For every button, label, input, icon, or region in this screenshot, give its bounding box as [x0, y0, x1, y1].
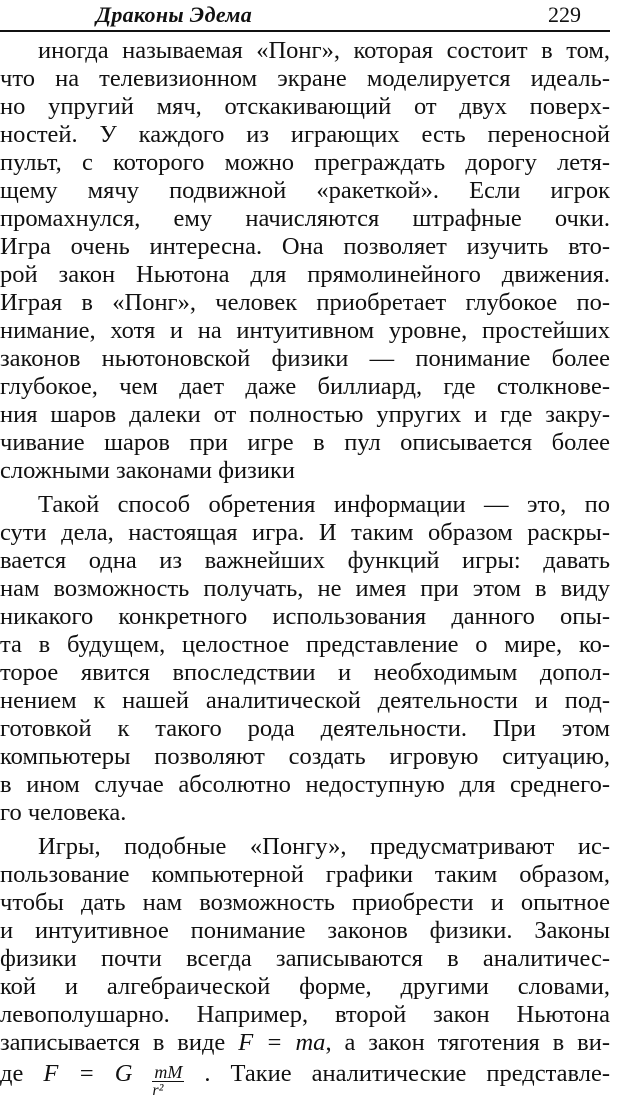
text-line: промахнулся, ему начисляются штрафные очки. [0, 205, 610, 232]
text-segment: . Такие аналитические представле- [184, 1060, 610, 1088]
body-text [0, 37, 610, 1097]
running-head [0, 0, 620, 30]
text-line: законов ньютоновской физики — понимание более [0, 345, 610, 372]
paragraph [0, 833, 610, 1097]
text-segment: де [0, 1060, 44, 1088]
text-line: та в будущем, целостное представление о мире, ко- [0, 631, 610, 658]
text-line: торое явится впоследствии и необходимым допол- [0, 659, 610, 686]
text-line: рой закон Ньютона для прямолинейного движения. [0, 261, 610, 288]
text-line: что на телевизионном экране моделируется идеаль- [0, 65, 610, 92]
text-line: вается одна из важнейших функций игры: давать [0, 547, 610, 574]
newton-second-law-formula: F = ma [238, 1029, 326, 1056]
text-line: левополушарно. Например, второй закон Ньютона [0, 1001, 610, 1028]
page-number: 229 [548, 2, 581, 27]
text-line: физики почти всегда записываются в аналитичес- [0, 945, 610, 972]
paragraph [0, 37, 610, 485]
text-line: ностей. У каждого из играющих есть переносной [0, 121, 610, 148]
text-line: чивание шаров при игре в пул описывается более [0, 429, 610, 456]
header-rule [0, 30, 610, 32]
text-line: го человека. [0, 799, 127, 826]
text-line: никакого конкретного использования данного опы- [0, 603, 610, 630]
text-line: Игра очень интересна. Она позволяет изучить вто- [0, 233, 610, 260]
paragraph [0, 491, 610, 827]
text-line: и интуитивное понимание законов физики. Законы [0, 917, 610, 944]
text-line: нимание, хотя и на интуитивном уровне, простейших [0, 317, 610, 344]
text-line: пользование компьютерной графики таким образом, [0, 861, 610, 888]
text-segment: записывается в виде [0, 1029, 239, 1056]
running-head-title: Драконы Эдема [96, 2, 253, 27]
text-line: готовкой к такого рода деятельности. При этом [0, 715, 610, 742]
text-line: но упругий мяч, отскакивающий от двух поверх- [0, 93, 610, 120]
gravitation-fraction [152, 1063, 184, 1097]
text-line: сути дела, настоящая игра. И таким образом раскры- [0, 519, 610, 546]
text-line [0, 1057, 610, 1097]
text-line: кой и алгебраической форме, другими словами, [0, 973, 610, 1000]
text-line: нением к нашей аналитической деятельности и под- [0, 687, 610, 714]
text-line [0, 1029, 610, 1057]
text-line: Игры, подобные «Понгу», предусматривают ис- [38, 833, 610, 860]
text-line: сложными законами физики [0, 457, 295, 484]
text-line: нам возможность получать, не имея при этом в виду [0, 575, 610, 602]
fraction-numerator: mM [154, 1062, 183, 1082]
text-line: в ином случае абсолютно недоступную для среднего- [0, 771, 610, 798]
text-line: иногда называемая «Понг», которая состоит в том, [38, 37, 610, 64]
text-line: чтобы дать нам возможность приобрести и опытное [0, 889, 610, 916]
text-line: пульт, с которого можно преграждать дорогу летя- [0, 149, 610, 176]
text-line: компьютеры позволяют создать игровую ситуацию, [0, 743, 610, 770]
text-line: глубокое, чем дает даже биллиард, где столкнове- [0, 373, 610, 400]
text-segment: , а закон тяготения в ви- [325, 1029, 610, 1056]
fraction-denominator: r² [152, 1082, 164, 1097]
gravitation-formula: F = G [43, 1060, 153, 1088]
text-line: Играя в «Понг», человек приобретает глубокое по- [0, 289, 610, 316]
text-line: Такой способ обретения информации — это, по [38, 491, 610, 518]
text-line: ния шаров далеки от полностью упругих и где закру- [0, 401, 610, 428]
text-line: щему мячу подвижной «ракеткой». Если игрок [0, 177, 610, 204]
